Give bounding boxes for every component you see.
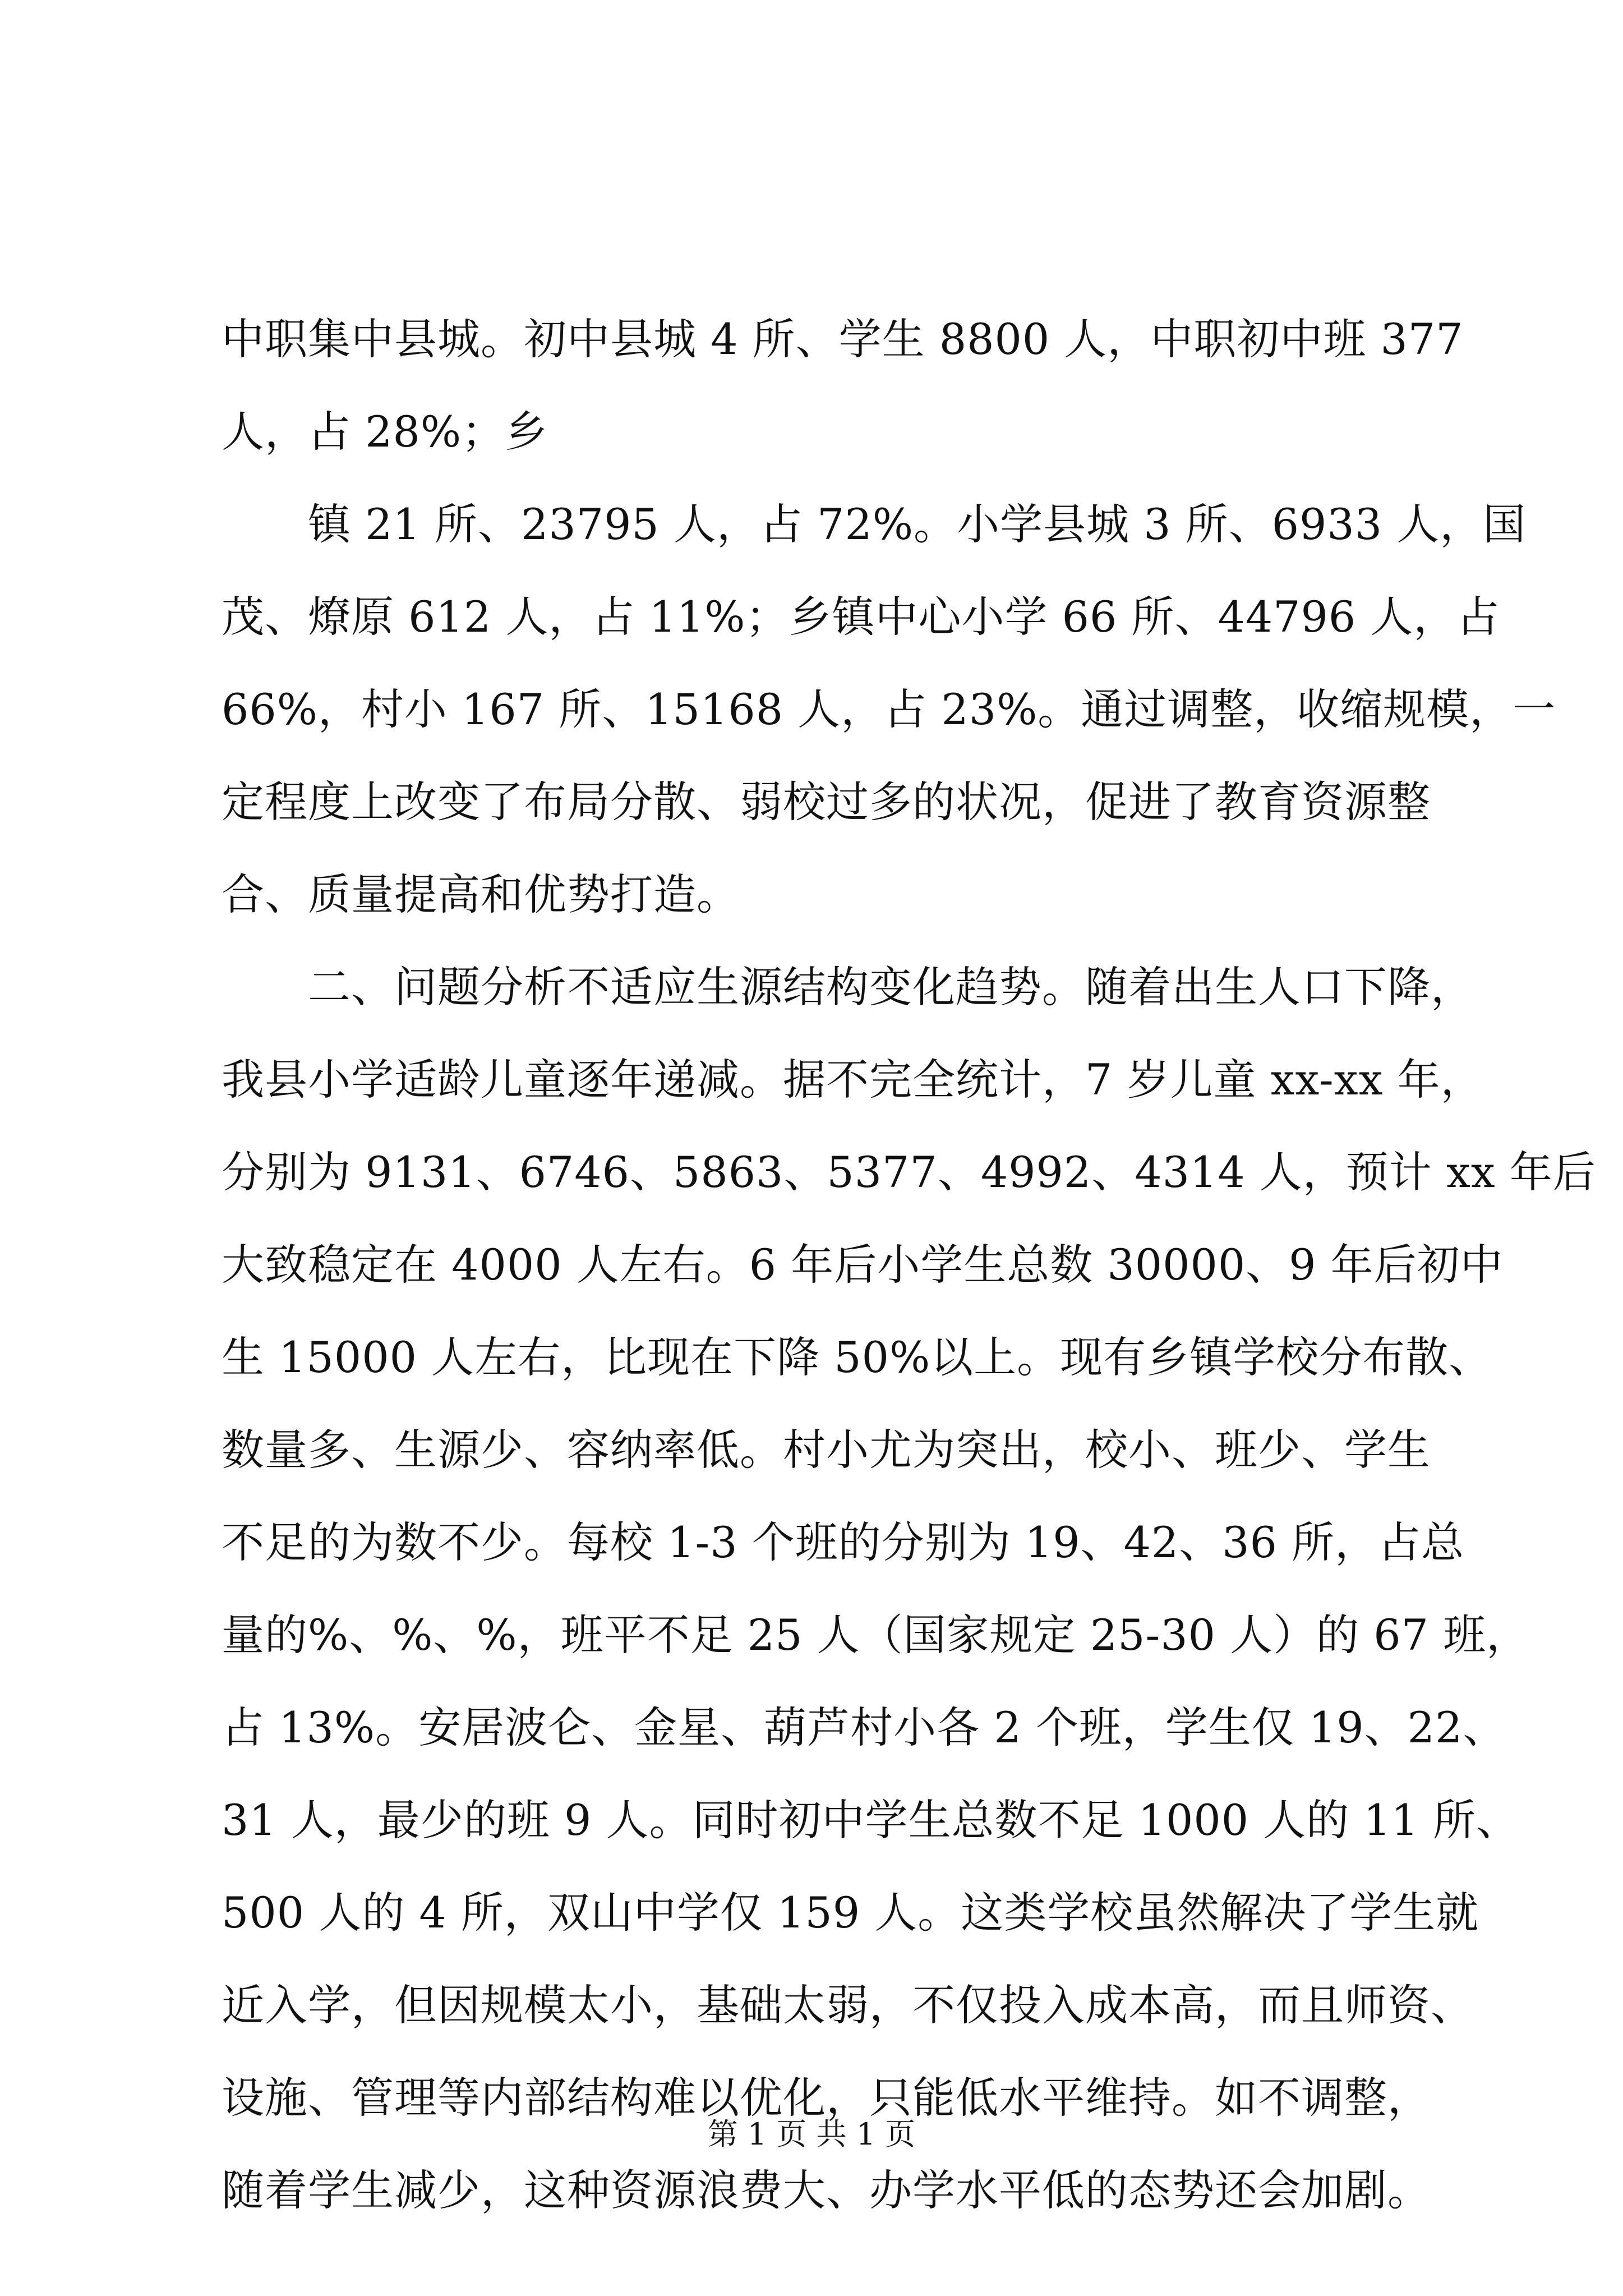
text-line: 分别为 9131、6746、5863、5377、4992、4314 人，预计 xx 年后: [222, 1147, 1596, 1197]
text-line: 500 人的 4 所，双山中学仅 159 人。这类学校虽然解决了学生就: [222, 1888, 1479, 1938]
text-line: 31 人，最少的班 9 人。同时初中学生总数不足 1000 人的 11 所、: [222, 1795, 1520, 1845]
text-line: 我县小学适龄儿童逐年递减。据不完全统计，7 岁儿童 xx-xx 年，: [222, 1055, 1484, 1105]
text-line: 不足的为数不少。每校 1-3 个班的分别为 19、42、36 所，占总: [222, 1517, 1465, 1567]
text-line: 数量多、生源少、容纳率低。村小尤为突出，校小、班少、学生: [222, 1425, 1431, 1475]
text-line: 合、质量提高和优势打造。: [222, 869, 740, 919]
text-line: 占 13%。安居波仑、金星、葫芦村小各 2 个班，学生仅 19、22、: [222, 1703, 1506, 1752]
text-line: 设施、管理等内部结构难以优化，只能低水平维持。如不调整，: [222, 2073, 1431, 2123]
page-number-footer: 第 1 页 共 1 页: [707, 2116, 916, 2152]
document-body: [222, 293, 1596, 2237]
text-line: 定程度上改变了布局分散、弱校过多的状况，促进了教育资源整: [222, 777, 1431, 827]
text-line: 随着学生减少，这种资源浪费大、办学水平低的态势还会加剧。: [222, 2165, 1431, 2215]
text-line: 人，占 28%；乡: [222, 407, 548, 457]
text-line: 茂、燎原 612 人，占 11%；乡镇中心小学 66 所、44796 人，占: [222, 592, 1500, 642]
text-line: 镇 21 所、23795 人，占 72%。小学县城 3 所、6933 人，国: [308, 499, 1527, 549]
text-line: 生 15000 人左右，比现在下降 50%以上。现有乡镇学校分布散、: [222, 1332, 1492, 1382]
section-heading-line: 二、问题分析不适应生源结构变化趋势。随着出生人口下降，: [308, 962, 1474, 1012]
text-line: 66%，村小 167 所、15168 人，占 23%。通过调整，收缩规模，一: [222, 684, 1556, 734]
text-line: 近入学，但因规模太小，基础太弱，不仅投入成本高，而且师资、: [222, 1980, 1474, 2030]
text-line: 中职集中县城。初中县城 4 所、学生 8800 人，中职初中班 377: [222, 314, 1464, 364]
text-line: 大致稳定在 4000 人左右。6 年后小学生总数 30000、9 年后初中: [222, 1240, 1504, 1290]
text-line: 量的%、%、%，班平不足 25 人（国家规定 25-30 人）的 67 班，: [222, 1610, 1530, 1660]
